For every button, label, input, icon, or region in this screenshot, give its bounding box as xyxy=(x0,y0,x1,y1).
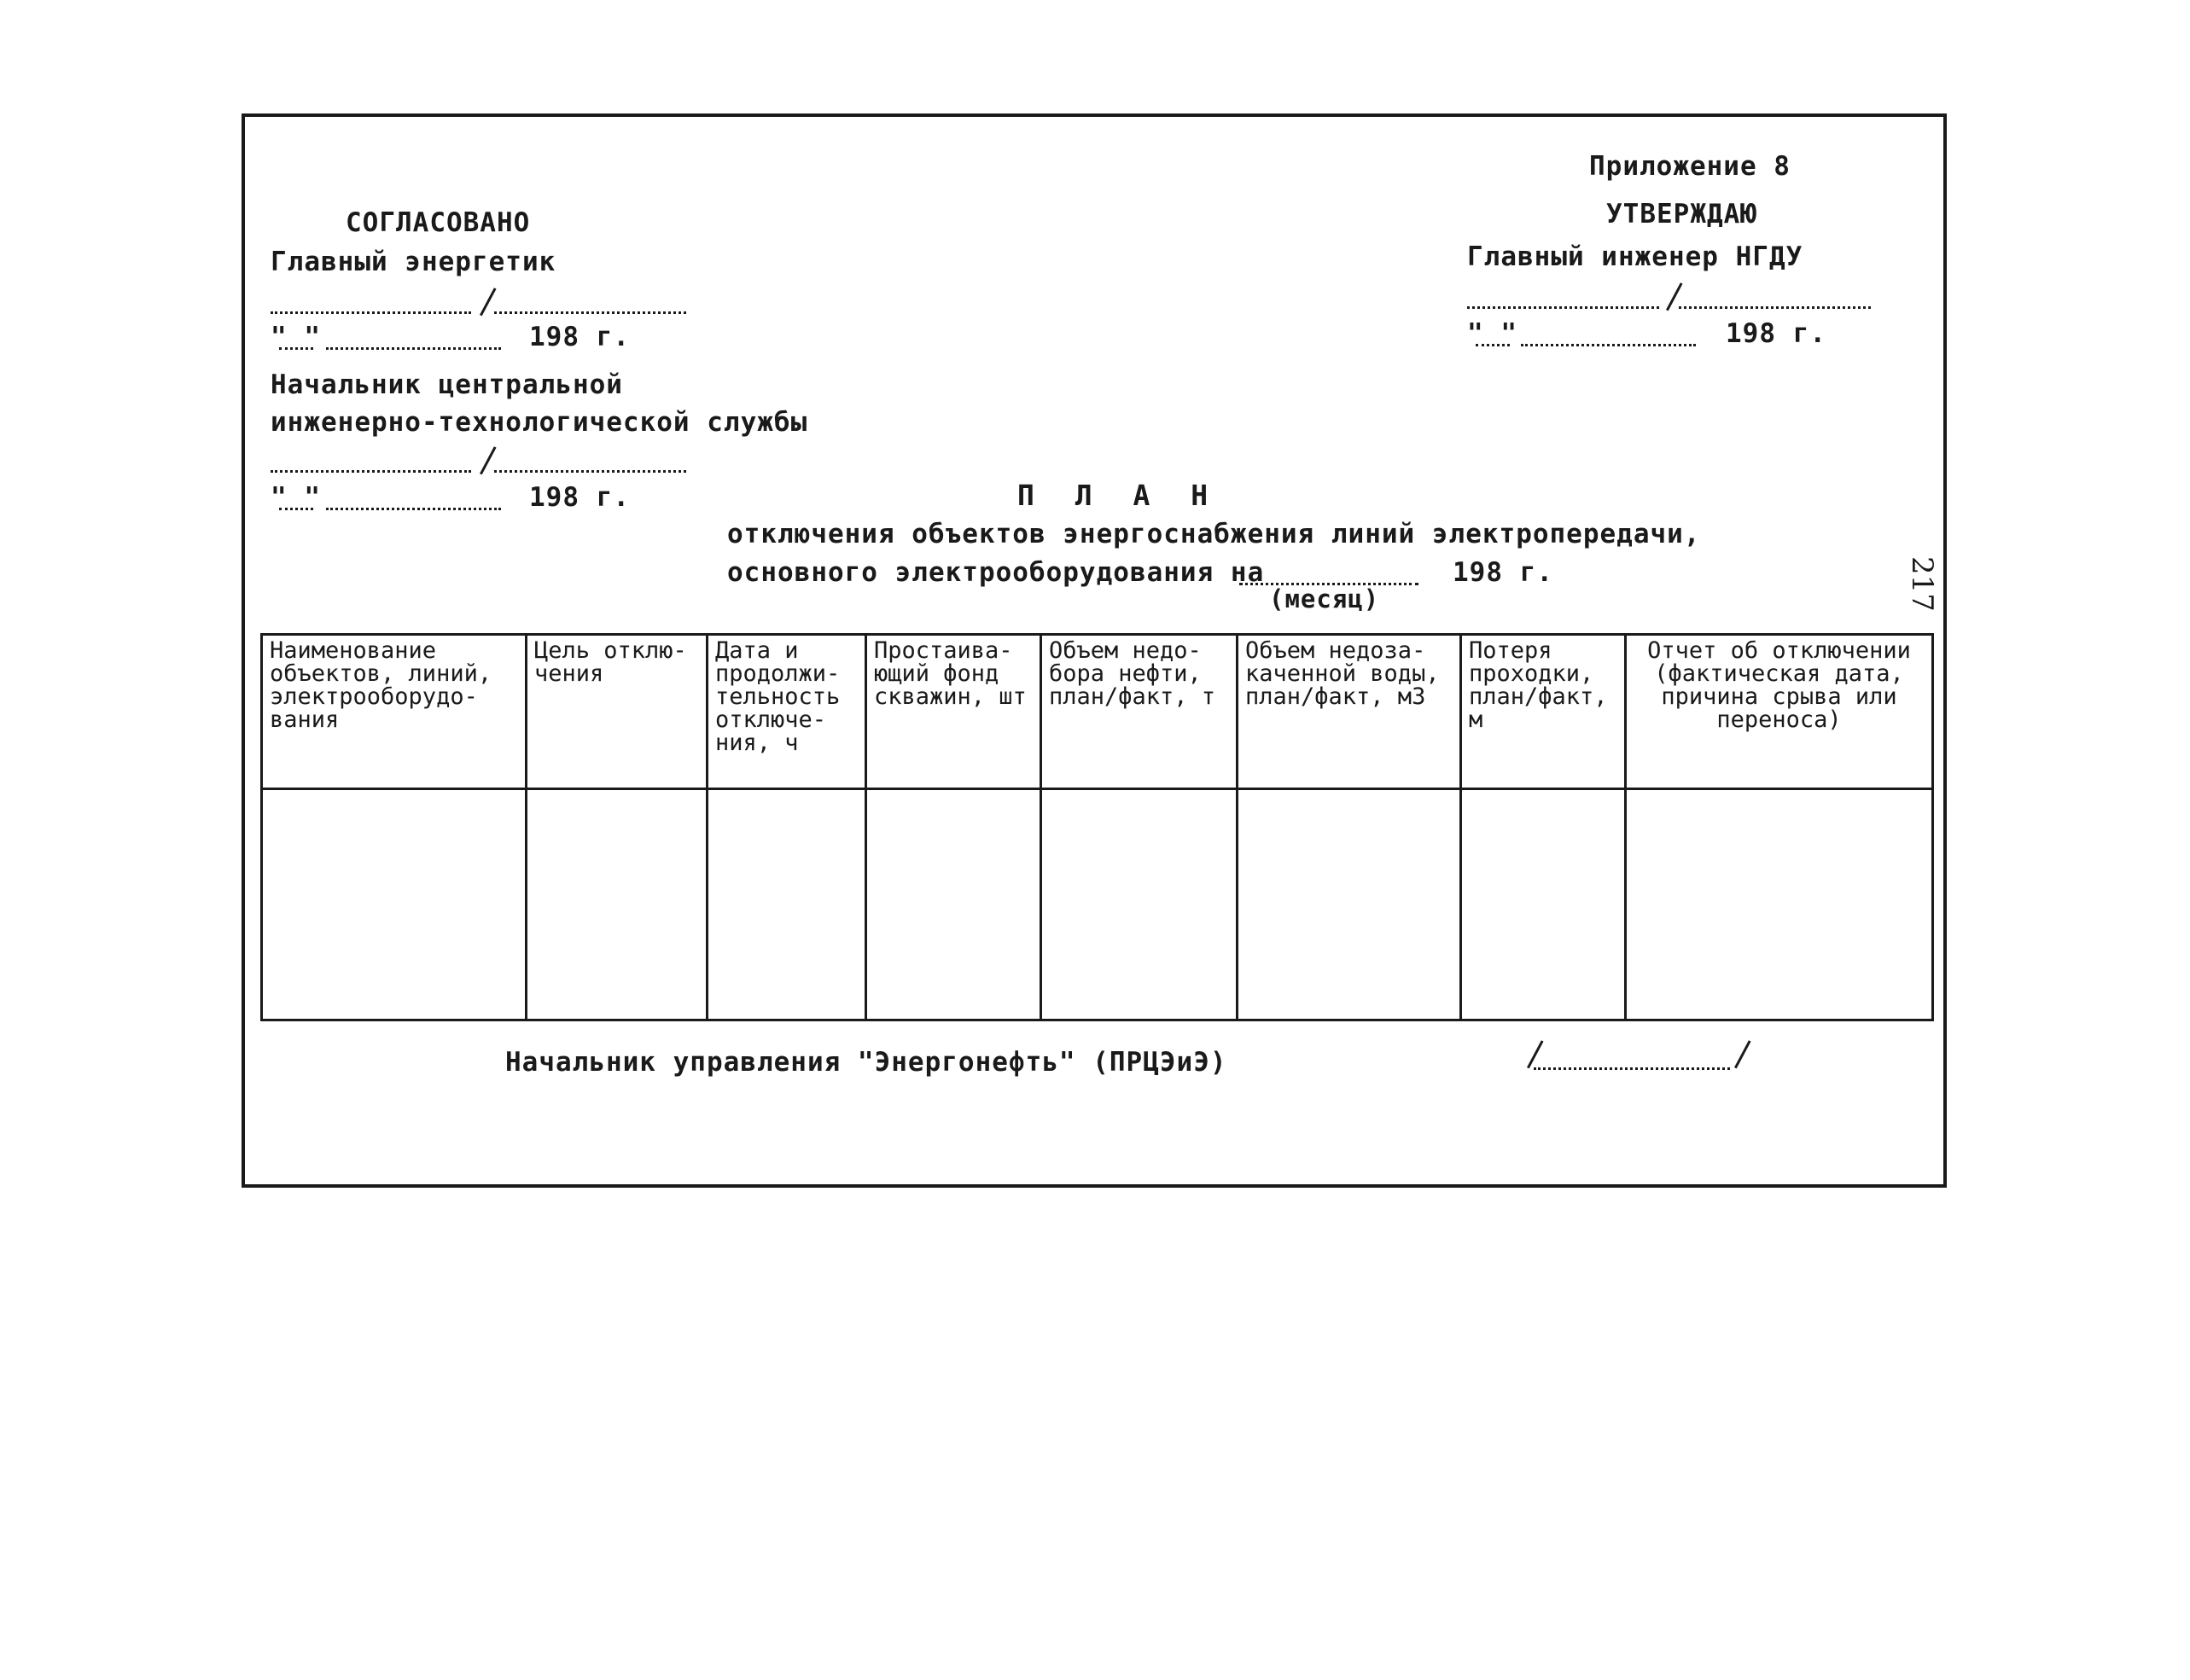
month-caption: (месяц) xyxy=(1269,584,1380,613)
signature-slash xyxy=(1527,1040,1544,1068)
month-line xyxy=(326,508,501,510)
day-line xyxy=(279,508,313,510)
chief-engineer-label: Главный инженер НГДУ xyxy=(1467,241,1803,272)
day-line xyxy=(279,347,313,350)
approve-heading: УТВЕРЖДАЮ xyxy=(1606,199,1757,230)
day-line xyxy=(1476,344,1510,346)
year-field: 198 г. xyxy=(1726,318,1826,349)
chief-power-engineer-label: Главный энергетик xyxy=(271,247,556,277)
head-central-line2: инженерно-технологической службы xyxy=(271,407,808,438)
plan-year-field: 198 г. xyxy=(1453,557,1553,588)
footer-head-label: Начальник управления "Энергонефть" (ПРЦЭиЭ) xyxy=(505,1047,1227,1078)
table-cell xyxy=(866,789,1041,1020)
header-report: Отчет об отключении (фактическая дата, причина срыва или переноса) xyxy=(1626,635,1933,789)
date-quote: " " xyxy=(271,482,321,513)
header-date-duration: Дата и продолжи- тельность отключе- ния, ч xyxy=(708,635,866,789)
month-line xyxy=(1521,344,1696,346)
header-drilling-loss: Потеря проходки, план/факт, м xyxy=(1461,635,1626,789)
signature-slash xyxy=(1734,1040,1751,1068)
table-cell xyxy=(1041,789,1238,1020)
name-line xyxy=(494,470,686,473)
document-form xyxy=(242,113,1947,1188)
signature-line xyxy=(271,470,471,473)
table-cell xyxy=(1238,789,1461,1020)
signature-line xyxy=(1534,1067,1730,1070)
signature-line xyxy=(1467,306,1659,309)
table-cell xyxy=(262,789,527,1020)
head-central-line1: Начальник центральной xyxy=(271,369,623,400)
table-row xyxy=(262,789,1933,1020)
margin-page-number: 217 xyxy=(1905,556,1939,612)
outage-plan-table xyxy=(260,633,1934,1021)
year-field: 198 г. xyxy=(529,482,630,513)
date-quote: " " xyxy=(271,322,321,352)
plan-title-line2: основного электрооборудования на xyxy=(727,557,1265,588)
month-line xyxy=(326,347,501,350)
signature-line xyxy=(271,311,471,314)
header-object-name: Наименование объектов, линий, электрооборудо- вания xyxy=(262,635,527,789)
appendix-label: Приложение 8 xyxy=(1589,151,1791,182)
header-oil-shortfall: Объем недо- бора нефти, план/факт, т xyxy=(1041,635,1238,789)
agreed-heading: СОГЛАСОВАНО xyxy=(346,207,531,238)
table-cell xyxy=(1461,789,1626,1020)
table-cell xyxy=(708,789,866,1020)
plan-heading: П Л А Н xyxy=(1017,479,1220,512)
plan-title-line1: отключения объектов энергоснабжения линий электропередачи, xyxy=(727,519,1701,549)
year-field: 198 г. xyxy=(529,322,630,352)
table-header-row xyxy=(262,635,1933,789)
table-cell xyxy=(527,789,708,1020)
header-idle-wells: Простаива- ющий фонд скважин, шт xyxy=(866,635,1041,789)
table-cell xyxy=(1626,789,1933,1020)
header-water-shortfall: Объем недоза- каченной воды, план/факт, м3 xyxy=(1238,635,1461,789)
name-line xyxy=(1679,306,1871,309)
name-line xyxy=(494,311,686,314)
date-quote: " " xyxy=(1467,318,1517,349)
header-purpose: Цель отклю- чения xyxy=(527,635,708,789)
